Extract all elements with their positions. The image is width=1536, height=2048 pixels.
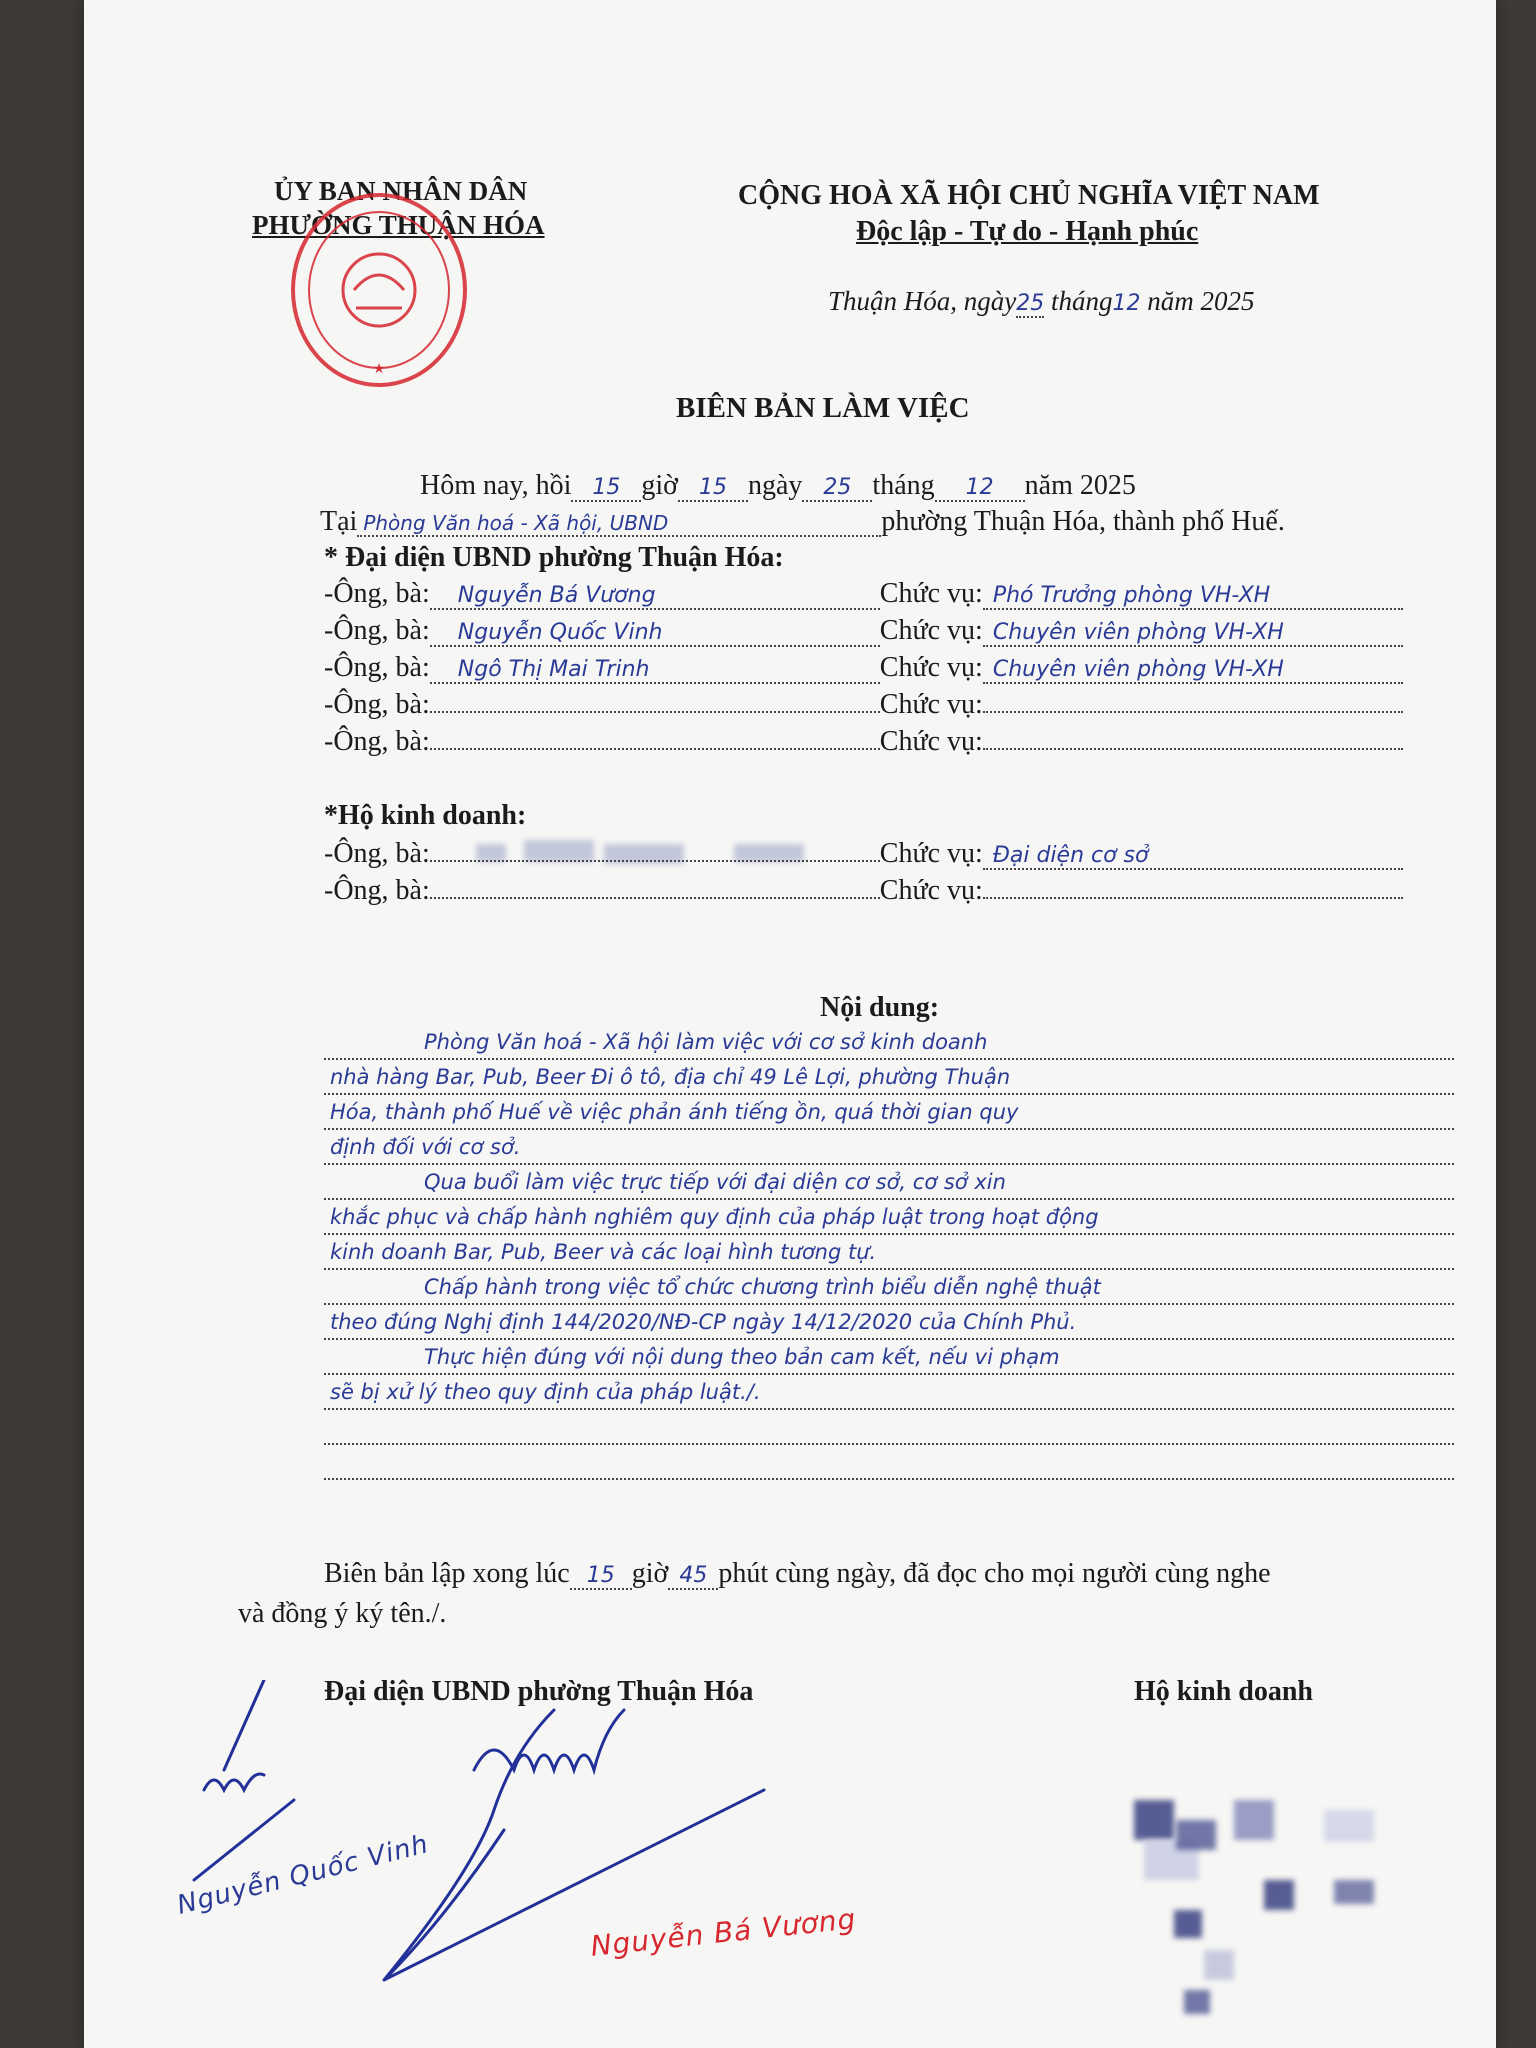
date-month: 12 <box>1112 291 1141 316</box>
meeting-day: 25 <box>802 475 872 502</box>
signature-scribbles <box>144 1680 944 1990</box>
right-signature-heading: Hộ kinh doanh <box>1134 1676 1313 1707</box>
closing-hour-label: giờ <box>631 1558 669 1589</box>
role-label: Chức vụ: <box>879 726 983 757</box>
person-role: Chuyên viên phòng VH-XH <box>983 657 1403 684</box>
person-row <box>324 726 1403 758</box>
content-heading: Nội dung: <box>820 992 940 1023</box>
person-name <box>430 860 880 862</box>
person-row <box>324 615 1403 647</box>
content-line: nhà hàng Bar, Pub, Beer Đi ô tô, địa chỉ 49 Lê Lợi, phường Thuận <box>324 1065 1454 1095</box>
person-role <box>983 897 1403 899</box>
content-line: Thực hiện đúng với nội dung theo bản cam kết, nếu vi phạm <box>324 1345 1454 1375</box>
role-label: Chức vụ: <box>879 689 983 720</box>
person-role: Chuyên viên phòng VH-XH <box>983 620 1403 647</box>
person-row <box>324 689 1403 721</box>
day-label: ngày <box>747 470 803 501</box>
person-label: -Ông, bà: <box>324 689 430 720</box>
svg-text:★: ★ <box>372 360 386 376</box>
republic-line-2: Độc lập - Tự do - Hạnh phúc <box>856 216 1199 247</box>
content-line <box>324 1450 1454 1480</box>
redacted-signature-6 <box>1334 1880 1374 1904</box>
date-year: năm 2025 <box>1147 286 1255 316</box>
role-label: Chức vụ: <box>879 578 983 609</box>
meeting-minute: 15 <box>678 475 748 502</box>
official-seal <box>284 188 474 393</box>
role-label: Chức vụ: <box>879 838 983 869</box>
agency-line-1: ỦY BAN NHÂN DÂN <box>274 176 528 206</box>
content-line: Phòng Văn hoá - Xã hội làm việc với cơ sở kinh doanh <box>324 1030 1454 1060</box>
redacted-signature-3 <box>1176 1820 1216 1850</box>
person-row <box>324 838 1403 870</box>
redacted-signature-5 <box>1324 1810 1374 1842</box>
content-line: khắc phục và chấp hành nghiêm quy định của pháp luật trong hoạt động <box>324 1205 1454 1235</box>
republic-line-1: CỘNG HOÀ XÃ HỘI CHỦ NGHĨA VIỆT NAM <box>738 180 1320 211</box>
person-role <box>983 748 1403 750</box>
person-name: Nguyễn Bá Vương <box>430 583 880 610</box>
place-handwritten: Phòng Văn hoá - Xã hội, UBND <box>357 511 881 537</box>
meeting-hour: 15 <box>571 475 641 502</box>
today-prefix: Hôm nay, hồi <box>420 470 572 501</box>
closing-suffix: phút cùng ngày, đã đọc cho mọi người cùng nghe <box>718 1558 1271 1589</box>
content-line: Qua buổi làm việc trực tiếp với đại diện cơ sở, cơ sở xin <box>324 1170 1454 1200</box>
place-suffix: phường Thuận Hóa, thành phố Huế. <box>881 506 1285 537</box>
content-line: theo đúng Nghị định 144/2020/NĐ-CP ngày 14/12/2020 của Chính Phủ. <box>324 1310 1454 1340</box>
document-title: BIÊN BẢN LÀM VIỆC <box>676 392 970 424</box>
role-label: Chức vụ: <box>879 615 983 646</box>
person-label: -Ông, bà: <box>324 652 430 683</box>
month-label: tháng <box>872 470 935 501</box>
person-name <box>430 748 880 750</box>
person-label: -Ông, bà: <box>324 615 430 646</box>
content-line: định đối với cơ sở. <box>324 1135 1454 1165</box>
person-row <box>324 578 1403 610</box>
closing-line-1 <box>324 1558 1271 1590</box>
content-line: sẽ bị xử lý theo quy định của pháp luật./. <box>324 1380 1454 1410</box>
date-day: 25 <box>1016 291 1045 316</box>
person-row <box>324 875 1403 907</box>
date-month-label: tháng <box>1051 286 1113 316</box>
document-sheet <box>84 0 1496 2048</box>
agency-line-2: PHƯỜNG THUẬN HÓA <box>252 210 545 240</box>
content-line <box>324 1415 1454 1445</box>
left-signer-name-2: Nguyễn Bá Vương <box>589 1902 858 1963</box>
person-name: Ngô Thị Mai Trinh <box>430 657 880 684</box>
person-label: -Ông, bà: <box>324 726 430 757</box>
redacted-signature-1 <box>1134 1800 1174 1840</box>
redacted-signature-7 <box>1264 1880 1294 1910</box>
role-label: Chức vụ: <box>879 652 983 683</box>
person-name: Nguyễn Quốc Vinh <box>430 620 880 647</box>
closing-prefix: Biên bản lập xong lúc <box>324 1558 570 1589</box>
person-label: -Ông, bà: <box>324 838 430 869</box>
date-line <box>828 286 1255 317</box>
content-line: Hóa, thành phố Huế về việc phản ánh tiếng ồn, quá thời gian quy <box>324 1100 1454 1130</box>
ubnd-heading: * Đại diện UBND phường Thuận Hóa: <box>324 542 784 573</box>
content-line: kinh doanh Bar, Pub, Beer và các loại hình tương tự. <box>324 1240 1454 1270</box>
closing-hour: 15 <box>570 1563 632 1590</box>
person-name <box>430 711 880 713</box>
closing-minute: 45 <box>668 1563 718 1590</box>
left-signature-heading: Đại diện UBND phường Thuận Hóa <box>324 1676 754 1707</box>
person-label: -Ông, bà: <box>324 875 430 906</box>
role-label: Chức vụ: <box>879 875 983 906</box>
date-prefix: Thuận Hóa, ngày <box>828 286 1017 316</box>
meeting-month: 12 <box>935 475 1025 502</box>
business-heading: *Hộ kinh doanh: <box>324 800 527 831</box>
meeting-year: năm 2025 <box>1024 470 1136 501</box>
redacted-signature-10 <box>1184 1990 1210 2014</box>
person-role: Đại diện cơ sở <box>983 843 1403 870</box>
meeting-time-line <box>420 470 1136 502</box>
redacted-signature-8 <box>1174 1910 1202 1938</box>
meeting-place-line <box>320 506 1285 538</box>
person-role <box>983 711 1403 713</box>
person-name <box>430 897 880 899</box>
left-signer-name-1: Nguyễn Quốc Vinh <box>174 1829 432 1921</box>
person-label: -Ông, bà: <box>324 578 430 609</box>
person-role: Phó Trưởng phòng VH-XH <box>983 583 1403 610</box>
content-line: Chấp hành trong việc tổ chức chương trình biểu diễn nghệ thuật <box>324 1275 1454 1305</box>
person-row <box>324 652 1403 684</box>
closing-line-2: và đồng ý ký tên./. <box>238 1598 447 1629</box>
place-prefix: Tại <box>320 506 358 537</box>
hour-label: giờ <box>641 470 678 501</box>
redacted-signature-9 <box>1204 1950 1234 1980</box>
redacted-signature-4 <box>1234 1800 1274 1840</box>
